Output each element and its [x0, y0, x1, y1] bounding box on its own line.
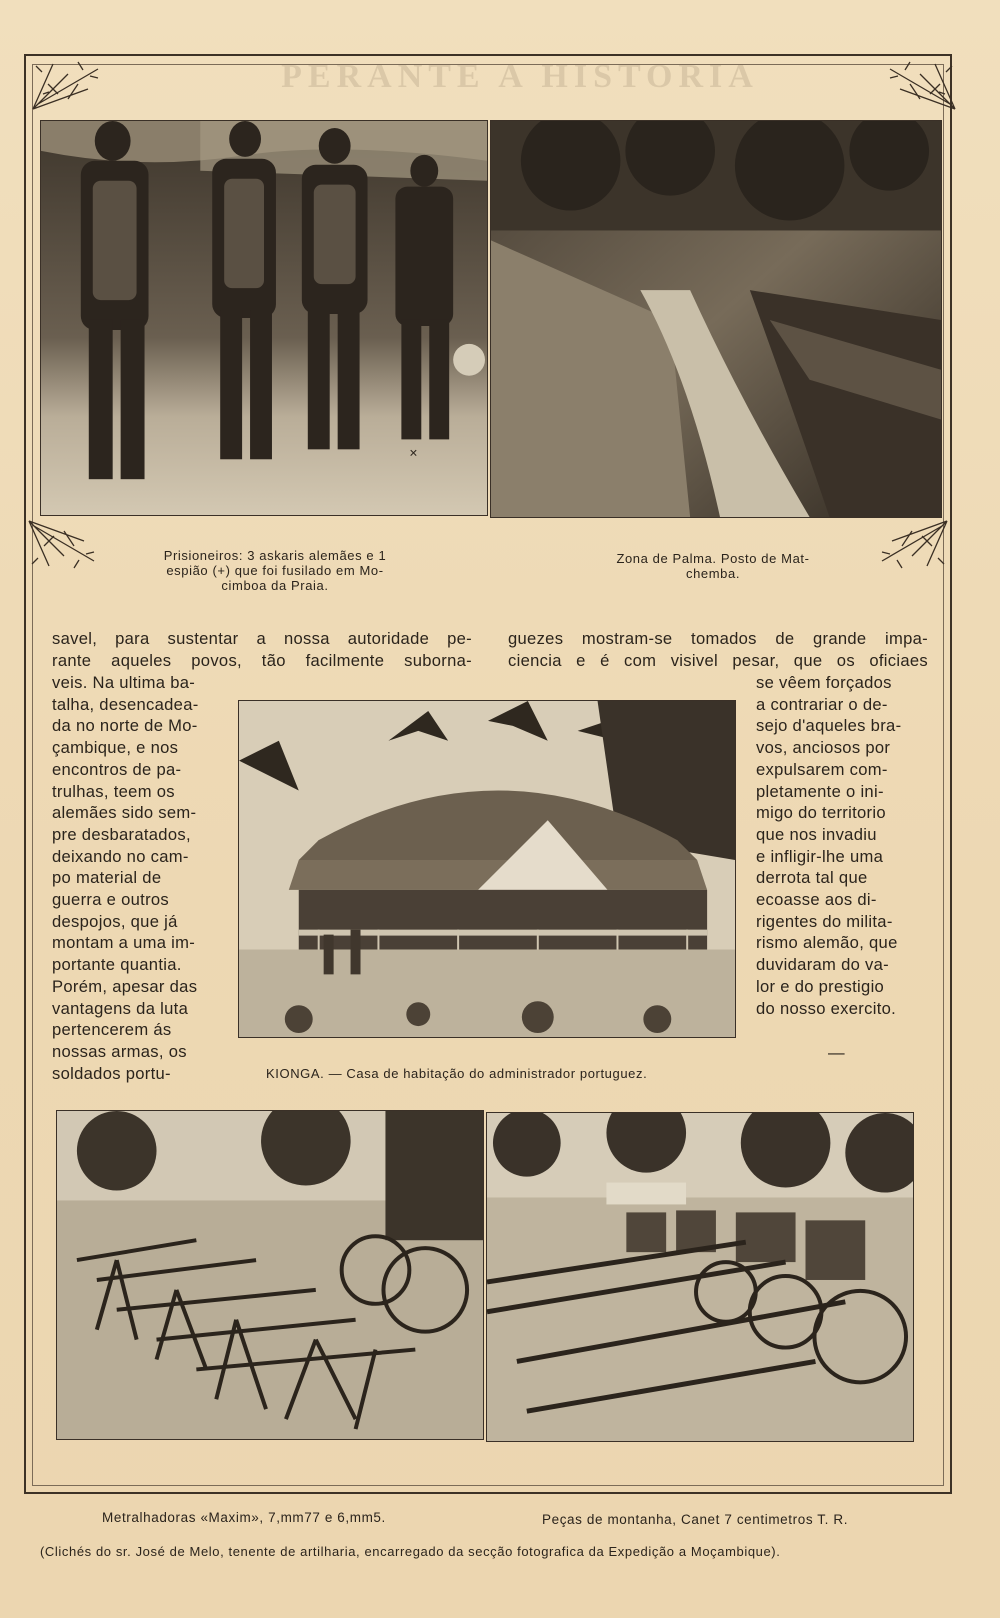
- article-line: lor e do prestigio: [756, 976, 885, 996]
- caption-canet: Peças de montanha, Canet 7 centimetros T. R.: [542, 1512, 849, 1527]
- article-line: e infligir-lhe uma: [756, 846, 884, 866]
- article-line: rigentes do milita-: [756, 911, 893, 931]
- article-right-column: [756, 672, 928, 1019]
- caption-palma: [578, 551, 848, 581]
- corner-ornament-top-left: [28, 54, 108, 114]
- photo-credit: (Clichés do sr. José de Melo, tenente de artilharia, encarregado da secção fotografica da Expedição a Moçambique).: [40, 1544, 781, 1559]
- article-line: nossas armas, os: [52, 1041, 187, 1061]
- svg-text:×: ×: [409, 444, 418, 461]
- article-line: do nosso exercito.: [756, 998, 897, 1018]
- article-top-left: [52, 628, 472, 671]
- article-line: ciencia e é com visivel pesar, que os oficiaes: [508, 650, 928, 670]
- corner-ornament-mid-left: [24, 516, 104, 576]
- article-top-right: [508, 628, 928, 671]
- caption-prisoners-line-2: espião (+) que foi fusilado em Mo-: [166, 563, 384, 578]
- article-line: da no norte de Mo-: [52, 716, 198, 736]
- caption-palma-line-1: Zona de Palma. Posto de Mat-: [616, 551, 810, 566]
- corner-ornament-mid-right: [872, 516, 952, 576]
- article-line: guezes mostram-se tomados de grande impa-: [508, 629, 928, 648]
- caption-palma-line-2: chemba.: [685, 566, 741, 581]
- article-line: guerra e outros: [52, 890, 170, 910]
- article-line: soldados portu-: [52, 1063, 171, 1083]
- photo-palma: [490, 120, 942, 518]
- article-line: deixando no cam-: [52, 846, 189, 866]
- caption-prisoners: [140, 548, 410, 593]
- article-line: po material de: [52, 868, 162, 888]
- article-line: vos, anciosos por: [756, 738, 891, 758]
- photo-prisoners: [40, 120, 488, 516]
- corner-ornament-top-right: [880, 54, 960, 114]
- article-line: derrota tal que: [756, 868, 868, 888]
- article-line: vantagens da luta: [52, 998, 189, 1018]
- article-line: savel, para sustentar a nossa autoridade pe-: [52, 629, 472, 648]
- caption-prisoners-line-3: cimboa da Praia.: [221, 578, 329, 593]
- header-title-ghost: PERANTE A HISTORIA: [281, 58, 759, 95]
- article-line: Porém, apesar das: [52, 976, 198, 996]
- article-line: a contrariar o de-: [756, 694, 888, 714]
- article-line: sejo d'aqueles bra-: [756, 716, 902, 736]
- article-line: veis. Na ultima ba-: [52, 673, 196, 692]
- article-line: ecoasse aos di-: [756, 890, 877, 910]
- article-line: montam a uma im-: [52, 933, 196, 953]
- article-line: se vêem forçados: [756, 673, 892, 692]
- article-line: expulsarem com-: [756, 759, 888, 779]
- article-line: migo do territorio: [756, 803, 886, 823]
- article-line: pre desbaratados,: [52, 824, 191, 844]
- article-line: encontros de pa-: [52, 759, 182, 779]
- caption-kionga: KIONGA. — Casa de habitação do administrador portuguez.: [266, 1066, 648, 1081]
- article-line: trulhas, teem os: [52, 781, 175, 801]
- article-line: que nos invadiu: [756, 824, 877, 844]
- article-left-column: [52, 672, 218, 1084]
- article-line: rante aqueles povos, tão facilmente suborna-: [52, 650, 472, 670]
- article-line: rismo alemão, que: [756, 933, 898, 953]
- article-line: pertencerem ás: [52, 1020, 172, 1040]
- article-line: portante quantia.: [52, 955, 182, 975]
- photo-canet: [486, 1112, 914, 1442]
- photo-maxim: [56, 1110, 484, 1440]
- photo-kionga: [238, 700, 736, 1038]
- article-line: duvidaram do va-: [756, 955, 890, 975]
- article-end-mark: —: [828, 1043, 845, 1062]
- caption-prisoners-line-1: Prisioneiros: 3 askaris alemães e 1: [163, 548, 387, 563]
- caption-maxim: Metralhadoras «Maxim», 7,mm77 e 6,mm5.: [102, 1510, 386, 1525]
- article-line: despojos, que já: [52, 911, 178, 931]
- article-line: çambique, e nos: [52, 738, 179, 758]
- article-line: pletamente o ini-: [756, 781, 884, 801]
- article-line: talha, desencadea-: [52, 694, 199, 714]
- article-line: alemães sido sem-: [52, 803, 197, 823]
